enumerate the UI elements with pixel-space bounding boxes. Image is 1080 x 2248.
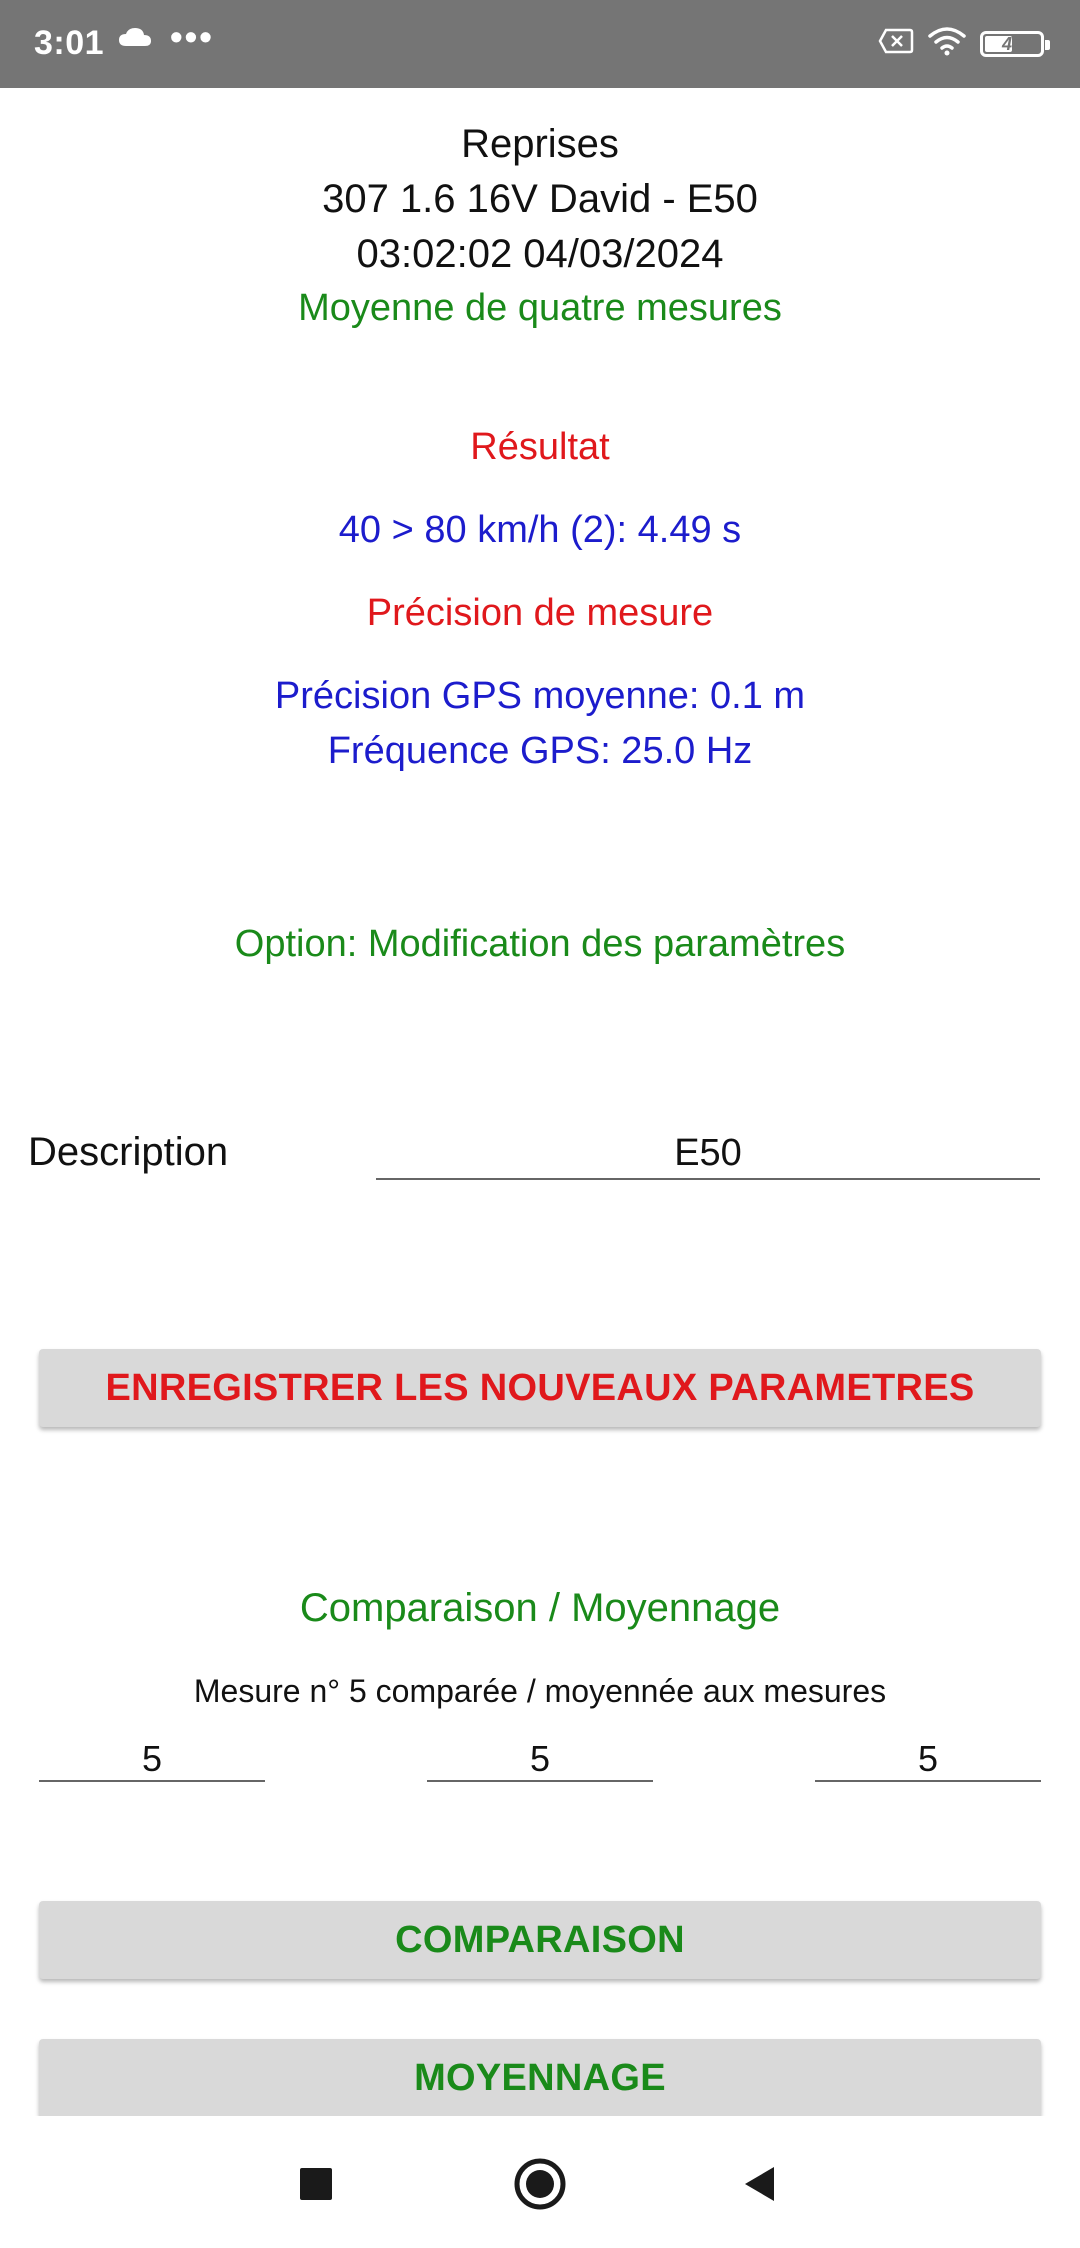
status-icons xyxy=(878,26,1044,61)
average-button[interactable]: MOYENNAGE xyxy=(39,2039,1041,2117)
back-icon[interactable] xyxy=(728,2152,792,2216)
description-input[interactable] xyxy=(376,1128,1040,1180)
save-parameters-button[interactable]: ENREGISTRER LES NOUVEAUX PARAMETRES xyxy=(39,1349,1041,1427)
compare-measure-3-input[interactable] xyxy=(815,1738,1041,1782)
option-title: Option: Modification des paramètres xyxy=(234,923,846,965)
battery-percent: 47 xyxy=(1001,33,1023,54)
average-note: Moyenne de quatre mesures xyxy=(298,287,782,329)
result-value: 40 > 80 km/h (2): 4.49 s xyxy=(338,509,742,551)
comparison-subtitle: Mesure n° 5 comparée / moyennée aux mesures xyxy=(193,1673,887,1709)
compare-measure-1-input[interactable] xyxy=(39,1738,265,1782)
status-time: 3:01 xyxy=(34,24,105,62)
page-title: Reprises xyxy=(461,122,619,166)
gps-precision: Précision GPS moyenne: 0.1 m xyxy=(274,675,806,717)
navigation-bar xyxy=(0,2116,1080,2248)
vehicle-name: 307 1.6 16V David - E50 xyxy=(322,177,758,221)
compare-button[interactable]: COMPARAISON xyxy=(39,1901,1041,1979)
measure-datetime: 03:02:02 04/03/2024 xyxy=(356,232,724,276)
compare-measure-2-input[interactable] xyxy=(427,1738,653,1782)
cloud-icon xyxy=(118,26,152,53)
status-bar xyxy=(0,0,1080,88)
comparison-title: Comparaison / Moyennage xyxy=(299,1586,781,1630)
wifi-icon xyxy=(928,26,966,61)
no-sim-icon xyxy=(878,28,914,59)
precision-heading: Précision de mesure xyxy=(366,592,714,634)
recent-apps-icon[interactable] xyxy=(284,2152,348,2216)
result-heading: Résultat xyxy=(470,426,610,468)
more-notifications-icon: ••• xyxy=(170,16,214,57)
battery-icon xyxy=(980,31,1044,57)
description-label: Description xyxy=(28,1130,229,1174)
gps-frequency: Fréquence GPS: 25.0 Hz xyxy=(327,730,753,772)
home-icon[interactable] xyxy=(508,2152,572,2216)
